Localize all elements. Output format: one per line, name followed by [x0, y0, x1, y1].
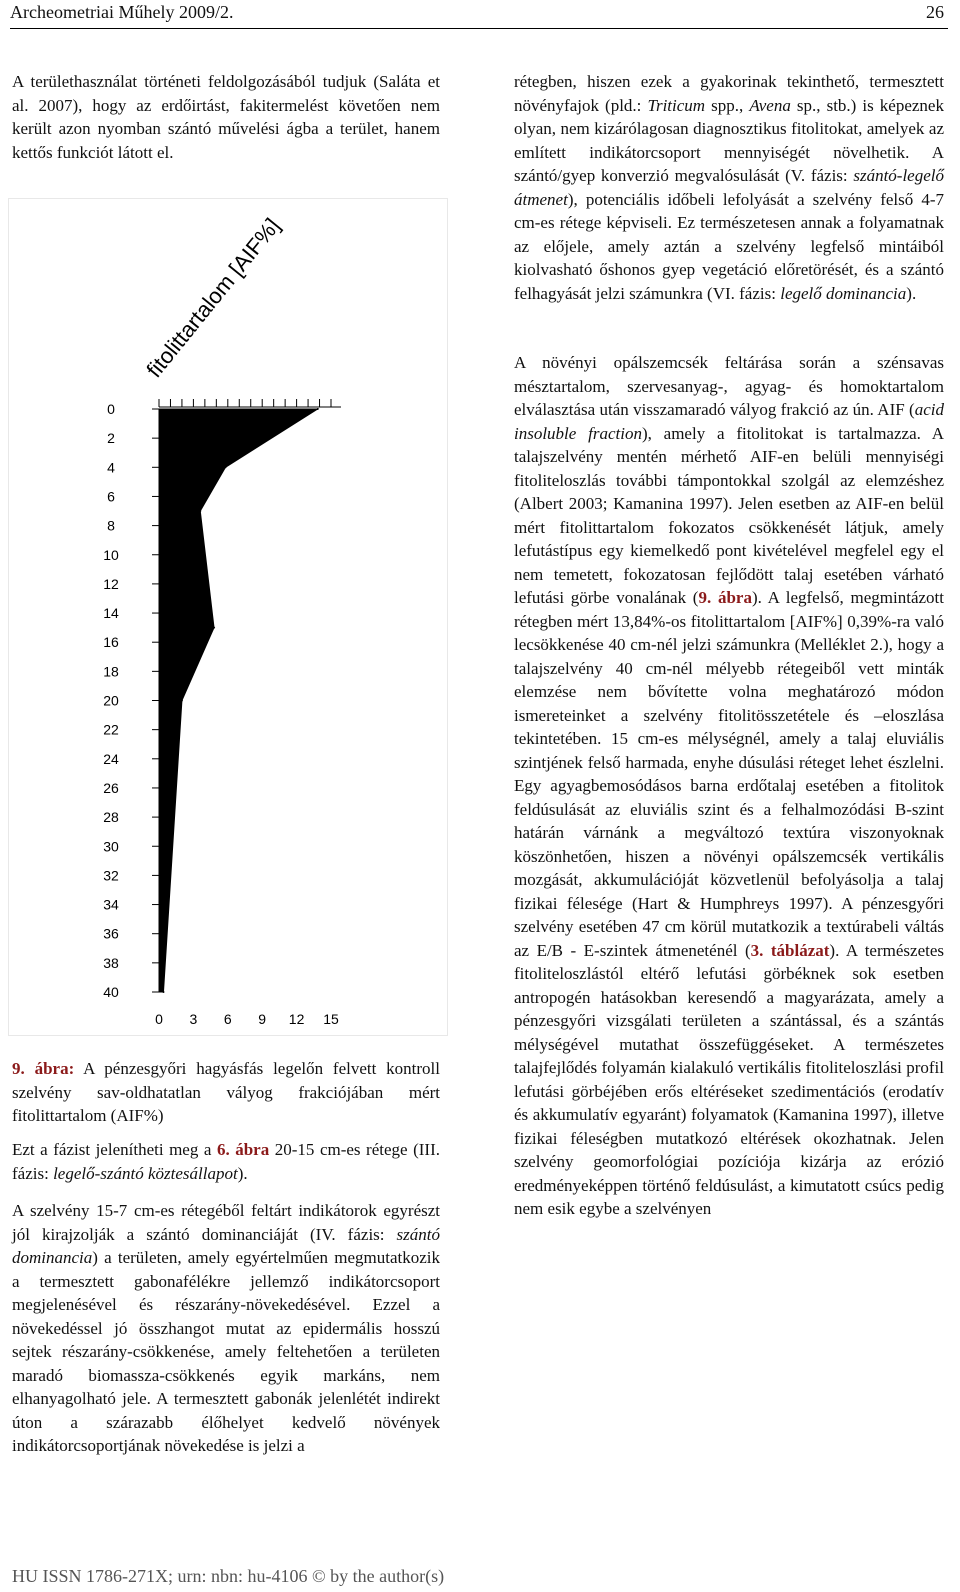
journal-title: Archeometriai Műhely 2009/2.: [10, 2, 234, 22]
y-tick-label: 40: [103, 984, 119, 1000]
paragraph-aif: A növényi opálszemcsék feltárása során a szénsavas mésztartalom, szervesanyag-, agyag- és homoktartalom elválasztása után visszamaradó vályog frakció az ún. AIF (acid insoluble fraction), amely a fitolitokat is tartalmazza. A talajszelvény mentén mérhető AIF-en belüli mennyiségi fitoliteloszlás további támpontokkal szolgál az elemzéshez (Albert 2003; Kamanina 1997). Jelen esetben az AIF-en belül mért fitolittartalom fokozatos csökkenését látjuk, amely lefutástípus egy kiemelkedő pont kivételével megfelel egy el nem temetett, fokozatosan fejlődött talaj esetében várható lefutási görbe vonalának (9. ábra). A legfelső, megmintázott rétegben mért 13,84%-os fitolittartalom [AIF%] 0,39%-ra való lecsökkenése 40 cm-nél jelzi számunkra (Melléklet 2.), hogy a talajszelvény 40 cm-nél mélyebb rétegeiből vett minták elemzése nem bővítette volna meghatározó módon ismereteinket a szelvény fitolitösszetétele és –eloszlása tekintetében. 15 cm-es mélységnél, amely a talaj eluviális szintjének felső harmada, enyhe dúsulási réteget lehet észlelni. Egy agyagbemosódásos barna erdőtalaj esetében a fitolitok feldúsulását az eluviális szint és a felhalmozódási B-szint határán várnánk a megváltozó textúra viszonyoknak köszönhetően, hiszen a növényi opálszemcsék vertikális mozgását, akkumulációját közvetlenül befolyásolja a talaj fizikai félesége (Hart & Humphreys 1997). A pénzesgyőri szelvény esetében 47 cm körül mutatkozik a textúrabeli váltás az E/B - E-szintek átmeneténél (3. táblázat). A természetes fitoliteloszlástól eltérő lefutási görbéknek sok esetben antropogén hatásokban keresendő a magyarázata, amely a pénzesgyőri vizsgálati területen a szántással, és a szántás mélységével mutathat összefüggéseket. A természetes talajfejlődés folyamán kialakuló vertikális fitoliteloszlási profil lefutási görbéjében erős eltéréseket szedimentációs (erodatív és akkumulatív egyaránt) folyamatok (Kamanina 1997), illetve fizikai féleségben mutatkozó eltérések okozhatnak. Jelen szelvény geomorfológiai pozíciója kizárja az erózió eredményeképpen történő feldúsulást, a kimutatott csúcs pedig nem esik egybe a szelvényen: [514, 353, 945, 1218]
left-column-body: [12, 1138, 440, 1458]
data-point: [317, 408, 319, 410]
paragraph-phase-iii: Ezt a fázist jelenítheti meg a 6. ábra 20-15 cm-es rétege (III. fázis: legelő-szántó köztesállapot).: [12, 1140, 440, 1183]
chart-series: [159, 408, 319, 993]
y-tick-label: 2: [107, 430, 115, 447]
x-tick-label: 9: [258, 1011, 267, 1027]
y-tick-label: 18: [103, 663, 119, 680]
y-tick-label: 4: [107, 459, 115, 476]
y-tick-label: 32: [103, 867, 119, 884]
x-tick-label: 6: [223, 1011, 232, 1027]
y-tick-label: 36: [103, 925, 119, 942]
y-tick-label: 22: [103, 721, 119, 738]
footer-issn: HU ISSN 1786-271X; urn: nbn: hu-4106 © by the author(s): [12, 1566, 445, 1586]
data-point: [162, 991, 164, 993]
x-tick-label: 0: [155, 1011, 163, 1027]
page-number: 26: [926, 2, 944, 22]
y-tick-label: 28: [103, 809, 119, 826]
y-tick-label: 24: [103, 750, 119, 767]
y-tick-label: 10: [103, 546, 119, 563]
paragraph-phase-iv: A szelvény 15-7 cm-es rétegéből feltárt indikátorok egyrészt jól kirajzolják a szántó dominanciáját (IV. fázis: szántó dominancia) a területen, amely egyértelműen megmutatkozik a termesztett gabonafélékre jellemző indikátorcsoport megjelenésével és részarány-növekedésével. Ezzel a növekedéssel jó összhangot mutat az epidermális hosszú sejtek részarány-csökkenése, amely feltehetően a területen maradó biomassza-csökkenés egyik markáns, nem elhanyagolható jele. A termesztett gabonák jelenlétét indirekt úton a szárazabb élőhelyet kedvelő növények indikátorcsoportjának növekedése is jelzi a: [12, 1201, 440, 1455]
figure-ref: 6. ábra: [216, 1140, 270, 1159]
data-point: [181, 700, 183, 702]
y-tick-label: 12: [103, 575, 119, 592]
table-ref: 3. táblázat: [750, 940, 830, 960]
data-point: [225, 466, 227, 468]
y-tick-label: 30: [103, 838, 119, 855]
chart-axes: [103, 399, 341, 1027]
intro-paragraph: A területhasználat történeti feldolgozásából tudjuk (Saláta et al. 2007), hogy az erdőirtást, fakitermelést követően nem került azon nyomban szántó művelési ágba a terület, hanem kettős funkciót látott el.: [12, 72, 440, 162]
y-tick-label: 38: [103, 954, 119, 971]
y-tick-label: 6: [107, 488, 115, 505]
right-column: [514, 70, 944, 1221]
figure-caption: [12, 1057, 440, 1128]
y-tick-label: 14: [103, 605, 119, 622]
left-column-intro: [12, 70, 440, 164]
paragraph-phases-v-vi: rétegben, hiszen ezek a gyakorinak tekinthető, termesztett növényfajok (pld.: Triticum spp., Avena sp., stb.) is képeznek olyan, nem kizárólagosan diagnosztikus fitolitokat, amelyek az említett indikátorcsoport mennyiségét növelhetik. A szántó/gyep konverzió megvalósulását (V. fázis: szántó-legelő átmenet), potenciális időbeli lefolyását a szelvény felső 4-7 cm-es rétege képviseli. Ez természetesen annak a folyamatnak az előjele, amely aztán a szelvény legfelső mintáiból kiolvasható őshonos gyep vegetáció előretörését, és a szántó felhagyását jelzi számunkra (VI. fázis: legelő dominancia).: [514, 72, 944, 303]
x-tick-label: 15: [323, 1011, 339, 1027]
figure-frame: [8, 198, 448, 1036]
data-point: [213, 627, 215, 629]
y-tick-label: 34: [103, 896, 119, 913]
x-axis-title: fitolittartalom [AIF%]: [141, 213, 285, 383]
y-tick-label: 8: [107, 517, 115, 534]
header-rule: [10, 28, 948, 29]
x-tick-label: 3: [189, 1011, 198, 1027]
data-point: [199, 510, 201, 512]
figure-ref: 9. ábra: [698, 588, 752, 607]
phytolith-profile-chart: [9, 199, 447, 1035]
caption-label: 9. ábra:: [12, 1059, 75, 1078]
y-tick-label: 20: [103, 692, 119, 709]
caption-text: A pénzesgyőri hagyásfás legelőn felvett kontroll szelvény sav-oldhatatlan vályog frakciójában mért fitolittartalom (AIF%): [12, 1059, 440, 1125]
y-tick-label: 26: [103, 779, 119, 796]
y-tick-label: 16: [103, 634, 119, 651]
x-tick-label: 12: [288, 1011, 305, 1027]
y-tick-label: 0: [107, 401, 115, 417]
